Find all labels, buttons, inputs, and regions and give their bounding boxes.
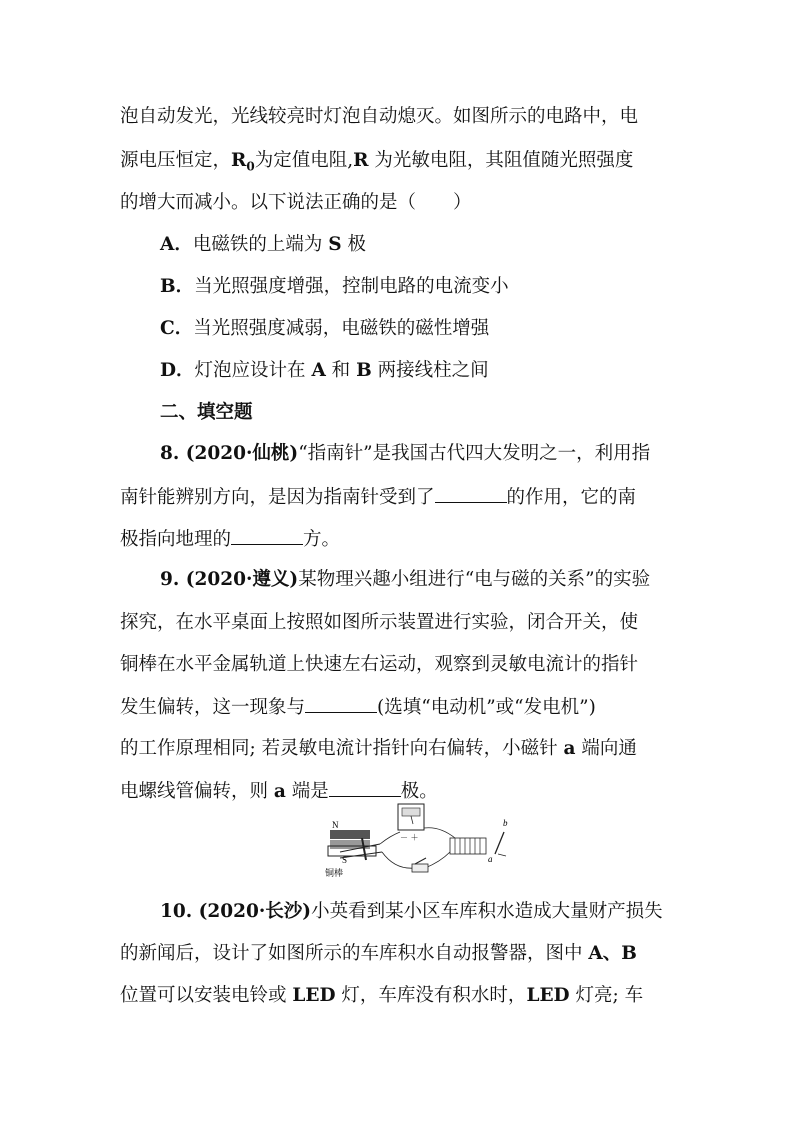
q9-line-1: 9. (2020·遵义)某物理兴趣小组进行“电与磁的关系”的实验: [160, 569, 651, 590]
q7-line-2: [120, 148, 675, 180]
q10-number: 10. (2020·长沙): [160, 901, 312, 922]
compass-needle: [495, 832, 506, 856]
apparatus-figure: [320, 800, 510, 880]
label-a: a: [488, 854, 493, 864]
q10-line-1: 10. (2020·长沙)小英看到某小区车库积水造成大量财产损失: [160, 901, 663, 922]
q9-line-3: 铜棒在水平金属轨道上快速左右运动，观察到灵敏电流计的指针: [120, 654, 639, 675]
option-d: D．灯泡应设计在 A 和 B 两接线柱之间: [160, 360, 489, 381]
option-b: B．当光照强度增强，控制电路的电流变小: [160, 276, 509, 297]
q9-line-4: 发生偏转，这一现象与 (选填“电动机”或“发电机”): [120, 694, 675, 721]
q9-number: 9. (2020·遵义): [160, 569, 299, 590]
q7-line-3: 的增大而减小。以下说法正确的是（ ）: [120, 192, 472, 213]
label-minus-plus: － ＋: [400, 833, 419, 842]
q10-line-2: 的新闻后，设计了如图所示的车库积水自动报警器，图中 A、B: [120, 943, 637, 964]
q8-line-3: 极指向地理的 方。: [120, 526, 675, 553]
option-c: C．当光照强度减弱，电磁铁的磁性增强: [160, 318, 490, 339]
q9-line-6: 电螺线管偏转，则 a 端是 极。: [120, 778, 675, 805]
q8-blank-1[interactable]: [435, 484, 507, 503]
q7-line-2-text-a: 源电压恒定，: [120, 150, 232, 171]
q7-line-2-text-c: 为光敏电阻，其阻值随光照强度: [368, 150, 634, 171]
label-rod: 铜棒: [325, 869, 344, 879]
q7-line-2-text-b: 为定值电阻,: [254, 150, 354, 171]
q9-line-5: 的工作原理相同; 若灵敏电流计指针向右偏转，小磁针 a 端向通: [120, 738, 637, 759]
switch: [412, 858, 428, 872]
q8-line-1: 8. (2020·仙桃)“指南针”是我国古代四大发明之一，利用指: [160, 443, 651, 464]
q7-line-1: 泡自动发光，光线较亮时灯泡自动熄灭。如图所示的电路中，电: [120, 106, 639, 127]
section-title: 二、填空题: [160, 402, 253, 423]
r0-symbol: $R_0$: [231, 150, 255, 174]
q10-line-3: 位置可以安装电铃或 LED 灯，车库没有积水时，LED 灯亮; 车: [120, 985, 644, 1006]
u-magnet: [328, 830, 376, 856]
q8-number: 8. (2020·仙桃): [160, 443, 299, 464]
q8-line-2: 南针能辨别方向，是因为指南针受到了 的作用，它的南: [120, 484, 675, 511]
r-symbol: R: [353, 150, 369, 171]
label-b: b: [503, 818, 508, 828]
option-a: A．电磁铁的上端为 S 极: [160, 234, 367, 255]
q9-blank-1[interactable]: [305, 694, 377, 713]
label-n: N: [332, 820, 339, 830]
q9-blank-2[interactable]: [329, 778, 401, 797]
solenoid: [450, 838, 486, 854]
q9-line-2: 探究，在水平桌面上按照如图所示装置进行实验，闭合开关，使: [120, 612, 639, 633]
label-s: S: [342, 855, 348, 865]
galvanometer: [398, 804, 424, 830]
q8-blank-2[interactable]: [231, 526, 303, 545]
